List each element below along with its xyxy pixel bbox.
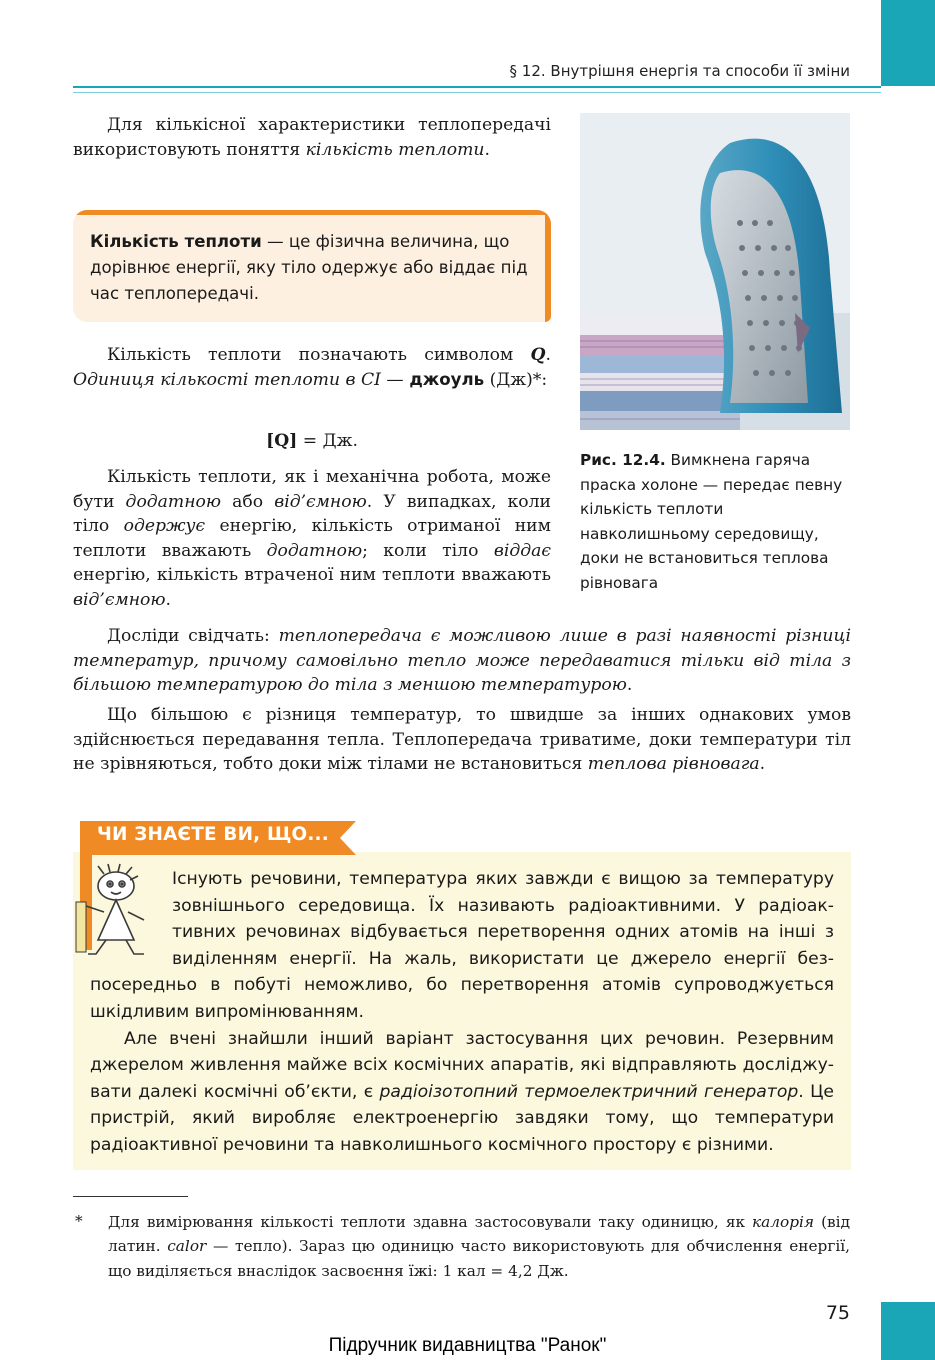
sign-e: ; коли тіло — [362, 540, 494, 561]
definition-body: — це фізична величина, що дорівнює енергії, яку тіло одержує або віддає під час теплопередачі. — [90, 232, 528, 303]
unit-italic: Одиниця кількості теплоти в СІ — — [73, 369, 404, 390]
did-you-know-p2 — [90, 1026, 834, 1159]
symbol-q: Q — [530, 345, 546, 365]
iron-photo — [580, 113, 850, 430]
figure-label: Рис. 12.4. — [580, 451, 666, 469]
definition-term: Кількість теплоти — [90, 232, 262, 251]
footnote-rule — [73, 1196, 188, 1197]
sign-g: . — [165, 589, 172, 610]
definition-box-right-edge — [545, 210, 551, 322]
research-b: . — [626, 675, 633, 695]
header-rule — [73, 86, 881, 88]
sign-negative: від’ємною — [274, 491, 367, 512]
footnote-text — [108, 1210, 850, 1283]
sign-f: енергію, кількість втраченої ним теплоти вважають — [73, 565, 551, 585]
sign-paragraph — [73, 465, 551, 612]
intro-paragraph — [73, 113, 551, 162]
did-you-know-p1 — [90, 866, 834, 1026]
research-a: Досліди свідчать: — [107, 626, 279, 646]
footnote-calor: calor — [167, 1237, 207, 1256]
footnote-mark: * — [75, 1212, 83, 1230]
footnote-calorie: калорія — [752, 1213, 815, 1231]
did-you-know-title: ЧИ ЗНАЄТЕ ВИ, ЩО... — [97, 824, 329, 845]
sign-d: енергію, кількість отриманої ним теплоти вважають — [73, 516, 551, 561]
research-statement: теплопередача є можливою лише в разі наявності різниці температур, причому самовільно тепло може передаватися тільки від тіла з більшою температурою до тіла з меншою температурою — [73, 626, 851, 695]
definition-box-top-edge — [73, 210, 551, 215]
mascot-float — [90, 866, 172, 970]
intro-text: Для кількісної характеристики теплопередачі використовують поняття — [73, 115, 551, 160]
formula-left: [Q] — [266, 431, 298, 451]
definition-text — [90, 229, 530, 307]
figure-caption — [580, 448, 850, 595]
did-you-know-p2-b: . Це пристрій, який виробляє електроенергію завдяки тому, що температури радіоактивної речовини та навколишнього космічного простору є різними. — [90, 1081, 834, 1155]
sign-b: або — [221, 491, 275, 512]
diff-a: Що більшою є різниця температур, то швидше за інших однакових умов здійснюється передавання тепла. Теплопередача триватиме, доки температури тіл не зрівняються, тобто доки між тілами не встановиться — [73, 705, 851, 774]
did-you-know-content — [90, 866, 834, 1159]
unit-abbrev: (Дж)*: — [484, 369, 548, 390]
unit-joule: джоуль — [403, 369, 485, 389]
did-you-know-p1-text: Існують речовини, температура яких завжди є вищою за температуру зовнішнього середовища. Їх називають радіоактивними. У радіоактивних речовинах відбувається перетворення одних атомів на інші з виділенням енергії. На жаль, використати це джерело енергії безпосередньо в побуті неможливо, бо перетворення атомів супроводжується шкідливим випромінюванням. — [90, 869, 834, 1022]
page-number: 75 — [825, 1302, 850, 1324]
sign-c: . У випадках, коли тіло — [73, 491, 551, 536]
did-you-know-p2-a: Але вчені знайшли інший варіант застосування цих речовин. Резервним джерелом живлення майже всіх космічних апаратів, які відправляють досліджувати далекі космічні об’єкти, є — [90, 1028, 834, 1102]
iron-illustration — [580, 113, 850, 430]
sign-a: Кількість теплоти, як і механічна робота, може бути — [73, 467, 551, 512]
sign-gives: віддає — [493, 540, 551, 561]
intro-term: кількість теплоти — [305, 139, 485, 160]
sign-negative-2: від’ємною — [73, 589, 166, 610]
symbol-paragraph — [73, 343, 551, 392]
footnote-b: (від латин. — [108, 1213, 850, 1256]
diff-b: . — [759, 754, 766, 774]
formula-right: Дж. — [322, 431, 358, 451]
research-paragraph — [73, 624, 851, 698]
sign-positive-2: додатною — [266, 540, 363, 561]
figure-caption-text: Вимкнена гаряча праска холоне — передає певну кількість теплоти навколишньому середовищу, доки не встановиться теплова рівновага — [580, 451, 843, 592]
running-header: § 12. Внутрішня енергія та способи її зміни — [509, 62, 850, 80]
diff-term: теплова рівновага — [587, 754, 760, 774]
chapter-tab-top — [881, 0, 935, 86]
publisher-line: Підручник видавництва "Ранок" — [328, 1335, 607, 1356]
intro-end: . — [484, 139, 490, 160]
symbol-dot: . — [545, 345, 551, 365]
formula-eq: = — [297, 431, 323, 451]
symbol-text: Кількість теплоти позначають символом — [107, 345, 531, 365]
footnote-a: Для вимірювання кількості теплоти здавна застосовували таку одиницю, як — [108, 1213, 753, 1231]
unit-formula — [73, 431, 551, 451]
sign-gets: одержує — [123, 516, 206, 536]
did-you-know-p2-term: радіоізотопний термоелектричний генератор — [379, 1081, 799, 1102]
difference-paragraph — [73, 703, 851, 777]
header-rule-thin — [73, 92, 881, 93]
sign-positive: додатною — [125, 491, 222, 512]
footnote-c: — тепло). Зараз цю одиницю часто використовують для обчислення енергії, що виділяється внаслідок засвоєння їжі: 1 кал = 4,2 Дж. — [108, 1237, 850, 1280]
